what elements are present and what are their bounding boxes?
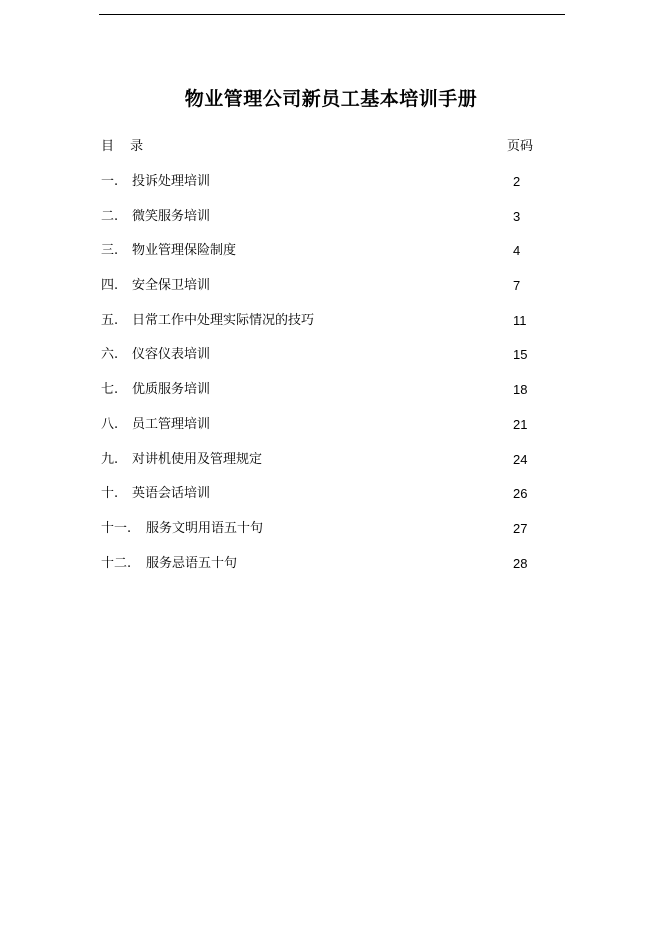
toc-label: 目 录 (101, 139, 150, 154)
toc-entry-title: 对讲机使用及管理规定 (132, 451, 263, 467)
toc-entry-number: 八. (101, 416, 119, 432)
toc-entry-page: 7 (513, 278, 521, 294)
toc-entry-page: 2 (513, 174, 521, 189)
toc-list (101, 172, 533, 588)
toc-entry-page: 3 (513, 208, 521, 224)
toc-entry (101, 345, 533, 380)
toc-entry-number: 十. (101, 486, 119, 502)
toc-entry (101, 311, 533, 346)
toc-entry (101, 554, 533, 589)
toc-entry-title: 物业管理保险制度 (132, 243, 237, 259)
toc-entry (101, 380, 533, 415)
toc-entry-title: 安全保卫培训 (132, 278, 211, 294)
toc-entry-page: 27 (513, 520, 528, 536)
toc-entry-number: 一. (101, 174, 119, 189)
toc-entry-title: 员工管理培训 (132, 416, 211, 432)
page-number-label: 页码 (506, 139, 533, 154)
toc-entry (101, 484, 533, 519)
toc-entry-number: 十二. (101, 555, 132, 571)
toc-entry-number: 六. (101, 347, 119, 363)
toc-entry (101, 450, 533, 485)
toc-entry-title: 优质服务培训 (132, 382, 211, 398)
toc-entry-page: 28 (513, 555, 528, 571)
toc-entry-title: 英语会话培训 (132, 486, 211, 502)
toc-entry-title: 服务忌语五十句 (146, 555, 238, 571)
toc-entry-title: 微笑服务培训 (132, 208, 211, 224)
toc-entry-page: 15 (513, 347, 528, 363)
header-rule (99, 14, 565, 15)
toc-entry-page: 24 (513, 451, 528, 467)
toc-entry-number: 五. (101, 312, 119, 328)
toc-entry-page: 21 (513, 416, 528, 432)
toc-entry-title: 服务文明用语五十句 (146, 520, 264, 536)
toc-entry-number: 十一. (101, 520, 132, 536)
toc-entry (101, 415, 533, 450)
toc-entry-title: 仪容仪表培训 (132, 347, 211, 363)
toc-entry-title: 投诉处理培训 (132, 174, 211, 189)
toc-entry-page: 4 (513, 243, 521, 259)
toc-entry-number: 三. (101, 243, 119, 259)
toc-entry-page: 26 (513, 486, 528, 502)
toc-entry-title: 日常工作中处理实际情况的技巧 (132, 312, 315, 328)
toc-entry-number: 二. (101, 208, 119, 224)
toc-entry (101, 207, 533, 242)
toc-entry (101, 172, 533, 207)
toc-entry (101, 276, 533, 311)
toc-entry-number: 七. (101, 382, 119, 398)
toc-entry-number: 九. (101, 451, 119, 467)
toc-entry-number: 四. (101, 278, 119, 294)
toc-entry (101, 241, 533, 276)
toc-header (101, 138, 533, 156)
toc-entry-page: 18 (513, 382, 528, 398)
toc-entry (101, 519, 533, 554)
toc-entry-page: 11 (513, 312, 527, 328)
document-title: 物业管理公司新员工基本培训手册 (184, 88, 478, 110)
